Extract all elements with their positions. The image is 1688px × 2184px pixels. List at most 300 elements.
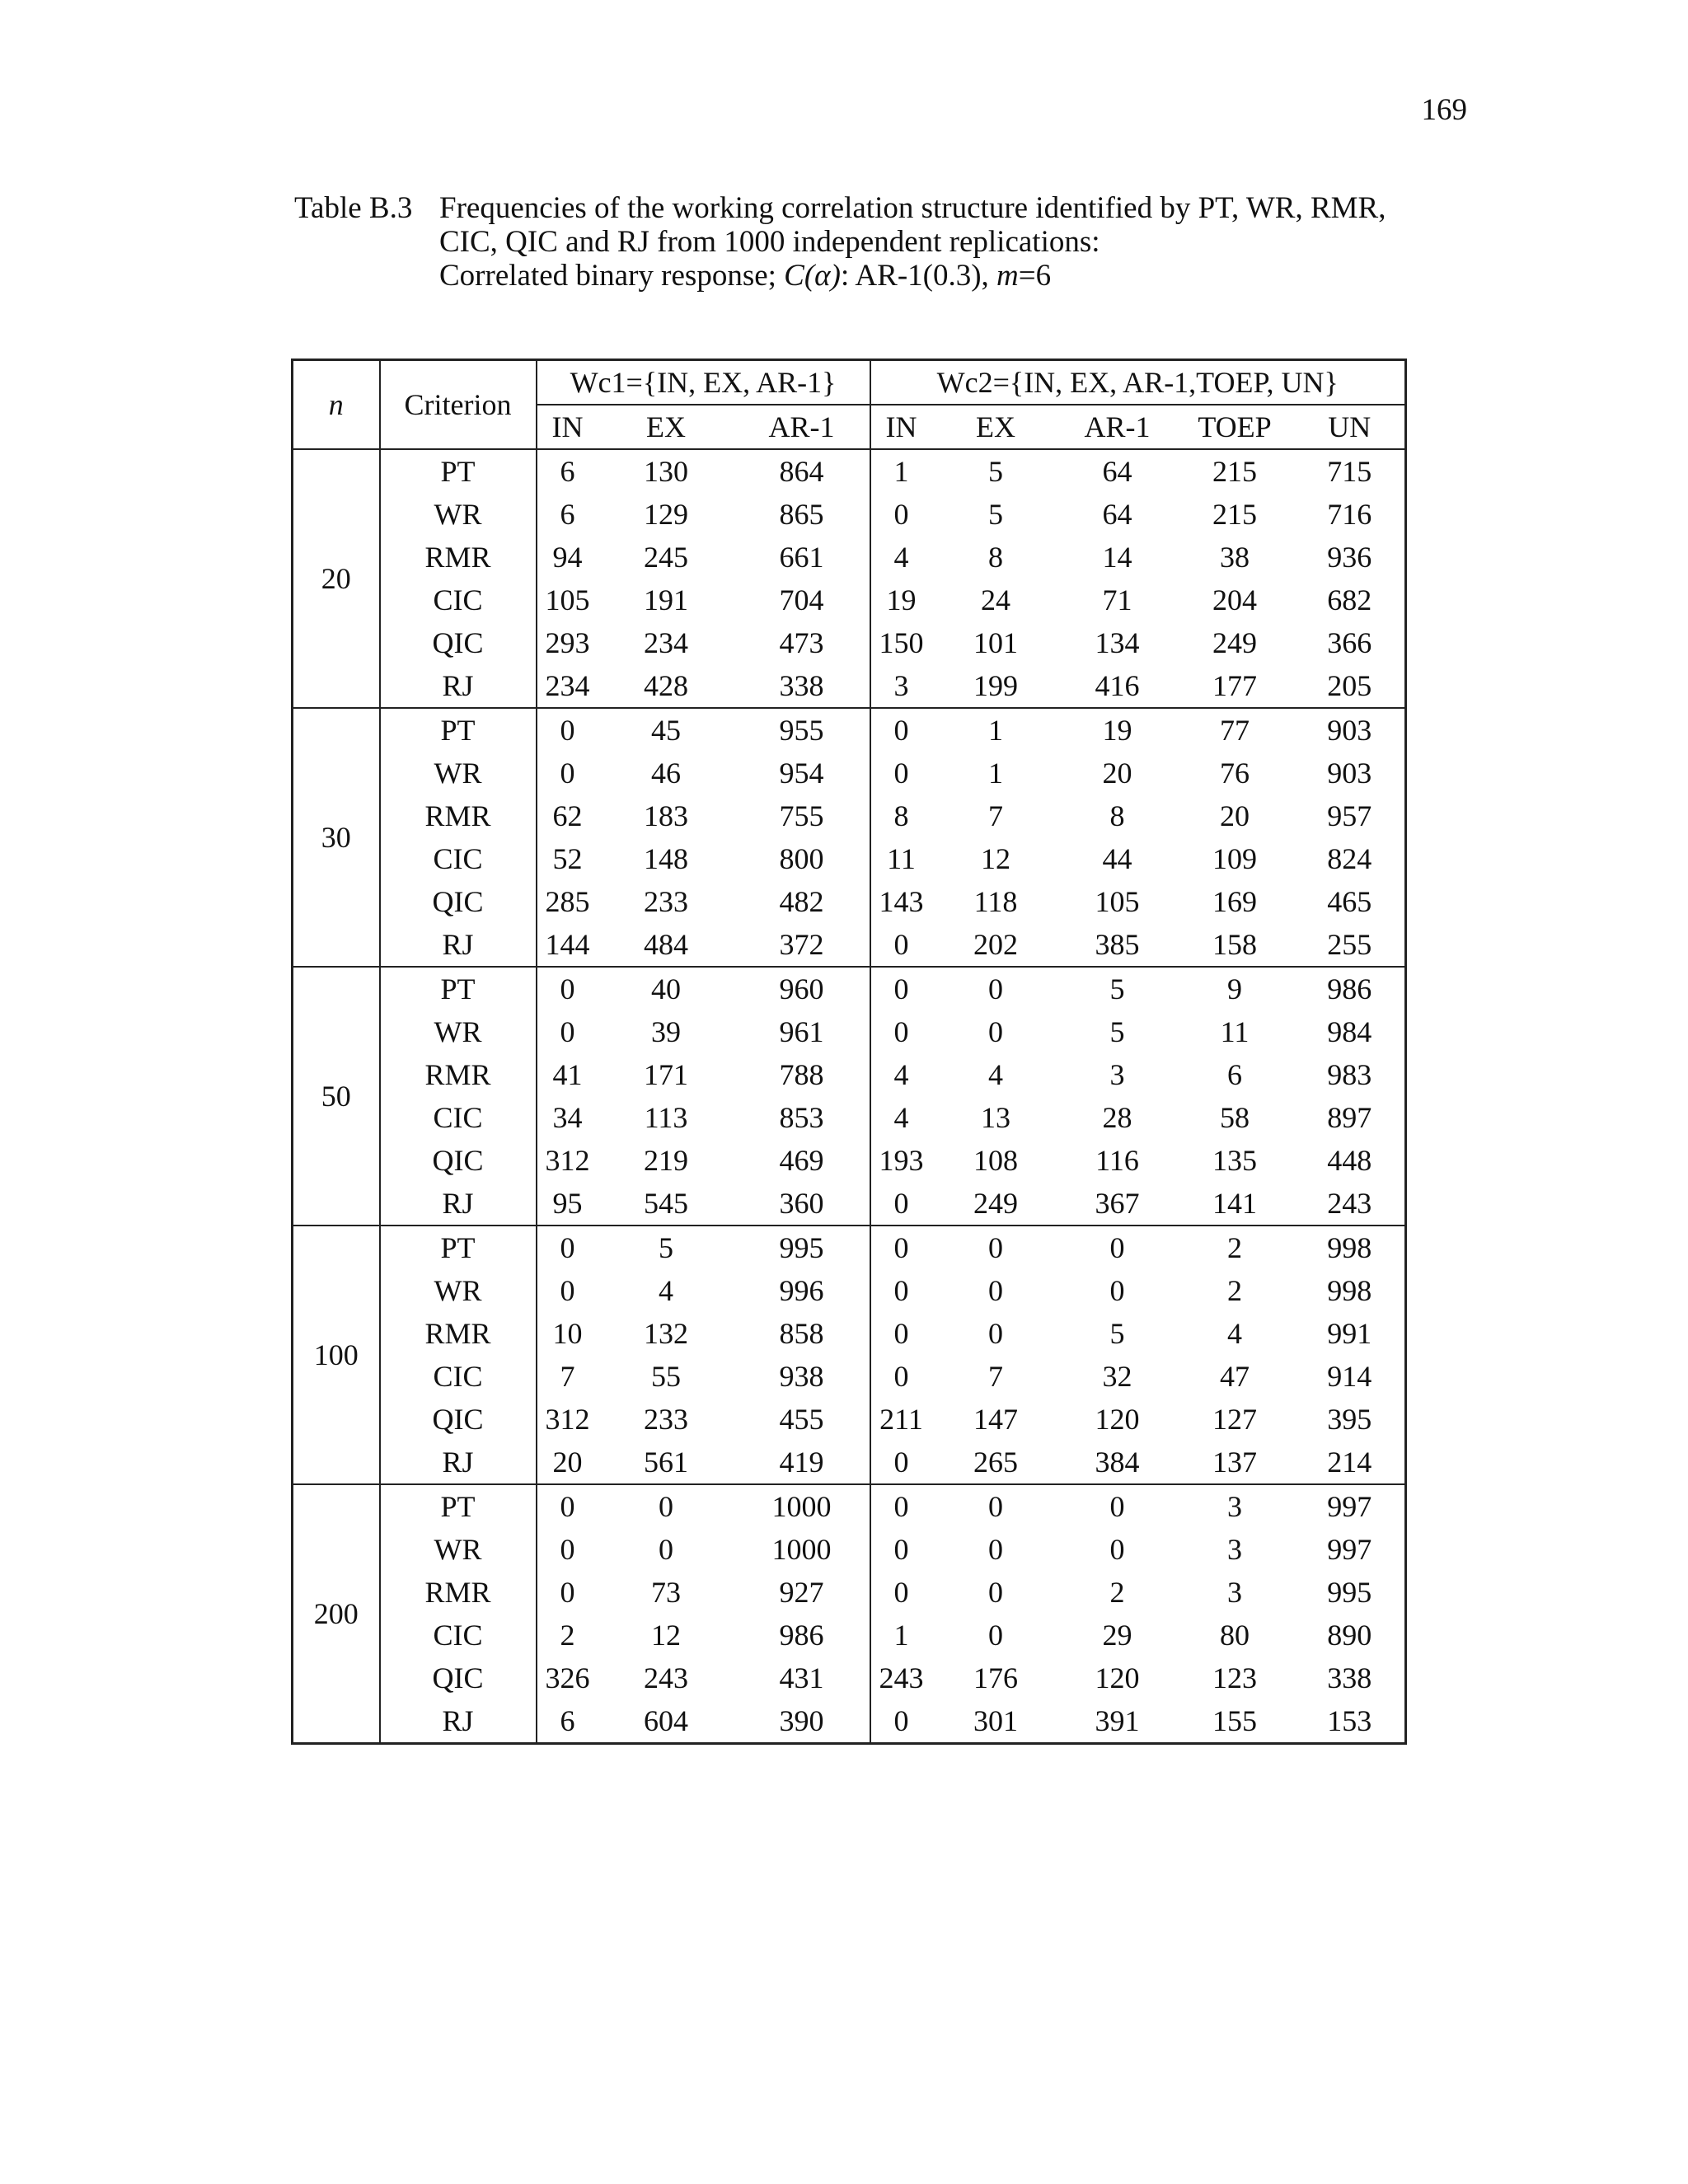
table-caption: [294, 191, 1489, 293]
table-row: [293, 664, 1406, 708]
wc2-cell: 338: [1295, 1657, 1406, 1699]
wc2-cell: 0: [988, 1317, 1003, 1350]
wc2-cell: 158: [1175, 923, 1295, 967]
wc2-cell: 11: [887, 842, 916, 875]
wc1-cell: 95: [537, 1182, 598, 1226]
wc2-cell: 120: [1095, 1403, 1140, 1436]
wc2-cell: 715: [1295, 449, 1406, 493]
wc1-cell: 20: [537, 1441, 598, 1484]
wc1-cell: 312: [545, 1144, 590, 1177]
wc1-cell: 45: [651, 714, 681, 747]
caption-line-3-prefix: Correlated binary response;: [439, 259, 785, 293]
wc2-cell: 19: [886, 583, 917, 616]
header-wc2: Wc2={IN, EX, AR-1,TOEP, UN}: [870, 360, 1406, 405]
table-row: [293, 621, 1406, 664]
wc1-cell: 853: [734, 1096, 870, 1139]
wc2-cell: 1: [893, 455, 909, 488]
table-row: [293, 923, 1406, 967]
page-number: 169: [1421, 93, 1467, 127]
wc2-cell: 301: [932, 1699, 1060, 1744]
wc2-cell: 137: [1175, 1441, 1295, 1484]
wc2-cell: 3: [1227, 1533, 1242, 1566]
wc1-cell: 927: [734, 1571, 870, 1614]
wc2-cell: 6: [1227, 1058, 1242, 1091]
wc2-cell: 143: [879, 885, 924, 918]
wc1-cell: 0: [560, 1576, 575, 1609]
table-row: [293, 1441, 1406, 1484]
caption-line-3: [294, 259, 1489, 293]
criterion-cell: QIC: [380, 1657, 537, 1699]
wc1-cell: 986: [734, 1614, 870, 1657]
wc2-cell: 416: [1060, 664, 1175, 708]
wc2-cell: 169: [1212, 885, 1257, 918]
wc2-cell: 465: [1295, 880, 1406, 923]
wc2-cell: 997: [1295, 1484, 1406, 1528]
wc2-cell: 28: [1102, 1101, 1132, 1134]
wc1-cell: 40: [651, 972, 681, 1005]
n-value: 200: [293, 1484, 380, 1744]
wc2-cell: 205: [1295, 664, 1406, 708]
criterion-cell: RMR: [380, 794, 537, 837]
wc2-cell: 0: [870, 923, 932, 967]
wc1-cell: 955: [734, 708, 870, 752]
wc1-cell: 0: [560, 714, 575, 747]
wc1-cell: 1000: [734, 1484, 870, 1528]
subheader-wc1-in: IN: [537, 405, 598, 449]
wc1-cell: 5: [659, 1231, 673, 1264]
wc2-cell: 108: [973, 1144, 1018, 1177]
wc1-cell: 12: [651, 1619, 681, 1652]
wc2-cell: 265: [932, 1441, 1060, 1484]
table-row: [293, 1657, 1406, 1699]
wc1-cell: 171: [644, 1058, 688, 1091]
wc1-cell: 800: [734, 837, 870, 880]
wc1-cell: 995: [734, 1226, 870, 1269]
criterion-cell: WR: [380, 1528, 537, 1571]
wc1-cell: 545: [598, 1182, 734, 1226]
wc2-cell: 20: [1220, 799, 1250, 832]
wc1-cell: 39: [651, 1015, 681, 1048]
criterion-cell: CIC: [380, 837, 537, 880]
table-row: [293, 1528, 1406, 1571]
wc2-cell: 24: [981, 583, 1010, 616]
wc2-cell: 903: [1295, 708, 1406, 752]
criterion-cell: CIC: [380, 579, 537, 621]
wc2-cell: 995: [1295, 1571, 1406, 1614]
wc2-cell: 155: [1175, 1699, 1295, 1744]
wc2-cell: 1: [988, 757, 1003, 790]
header-wc1: Wc1={IN, EX, AR-1}: [537, 360, 870, 405]
wc2-cell: 0: [988, 1231, 1003, 1264]
wc2-cell: 890: [1295, 1614, 1406, 1657]
wc2-cell: 3: [1109, 1058, 1125, 1091]
table-row: [293, 837, 1406, 880]
wc2-cell: 8: [988, 541, 1003, 574]
wc2-cell: 0: [870, 1182, 932, 1226]
wc1-cell: 105: [545, 583, 590, 616]
wc2-cell: 0: [870, 1699, 932, 1744]
wc1-cell: 1000: [734, 1528, 870, 1571]
wc2-cell: 147: [973, 1403, 1018, 1436]
criterion-cell: WR: [380, 493, 537, 536]
wc2-cell: 0: [988, 1619, 1003, 1652]
wc2-cell: 77: [1220, 714, 1250, 747]
wc2-cell: 8: [1109, 799, 1125, 832]
wc2-cell: 3: [870, 664, 932, 708]
wc2-cell: 0: [870, 1441, 932, 1484]
table-row: [293, 536, 1406, 579]
wc1-cell: 858: [734, 1312, 870, 1355]
wc2-cell: 38: [1220, 541, 1250, 574]
wc2-cell: 4: [893, 1058, 909, 1091]
wc1-cell: 419: [734, 1441, 870, 1484]
wc1-cell: 6: [560, 455, 575, 488]
wc2-cell: 141: [1175, 1182, 1295, 1226]
wc2-cell: 0: [988, 1576, 1003, 1609]
criterion-cell: RMR: [380, 536, 537, 579]
wc2-cell: 150: [879, 626, 924, 659]
table-row: [293, 1053, 1406, 1096]
wc1-cell: 755: [734, 794, 870, 837]
wc2-cell: 4: [988, 1058, 1003, 1091]
wc1-cell: 2: [560, 1619, 575, 1652]
header-criterion: Criterion: [380, 360, 537, 450]
criterion-cell: RJ: [380, 923, 537, 967]
table-row: [293, 880, 1406, 923]
wc2-cell: 14: [1102, 541, 1132, 574]
wc2-cell: 215: [1212, 498, 1257, 531]
wc2-cell: 118: [973, 885, 1018, 918]
wc2-cell: 983: [1295, 1053, 1406, 1096]
wc1-cell: 431: [734, 1657, 870, 1699]
wc1-cell: 41: [552, 1058, 583, 1091]
wc1-cell: 130: [644, 455, 688, 488]
wc2-cell: 998: [1295, 1226, 1406, 1269]
wc2-cell: 58: [1220, 1101, 1250, 1134]
wc2-cell: 4: [1227, 1317, 1242, 1350]
n-value: 30: [293, 708, 380, 967]
wc2-cell: 3: [1227, 1490, 1242, 1523]
wc2-cell: 0: [893, 1231, 909, 1264]
wc2-cell: 0: [893, 1015, 909, 1048]
wc1-cell: 46: [651, 757, 681, 790]
table-row: [293, 579, 1406, 621]
wc2-cell: 0: [1109, 1490, 1125, 1523]
caption-line-3-mid: : AR-1(0.3),: [840, 259, 997, 293]
criterion-cell: CIC: [380, 1355, 537, 1398]
table-row: [293, 1355, 1406, 1398]
wc1-cell: 372: [734, 923, 870, 967]
wc1-cell: 604: [598, 1699, 734, 1744]
wc1-cell: 113: [644, 1101, 688, 1134]
wc2-cell: 1: [893, 1619, 909, 1652]
caption-alpha-symbol: (α): [804, 259, 841, 293]
wc1-cell: 0: [659, 1533, 673, 1566]
wc2-cell: 29: [1102, 1619, 1132, 1652]
wc2-cell: 716: [1295, 493, 1406, 536]
wc2-cell: 105: [1095, 885, 1140, 918]
wc2-cell: 0: [893, 757, 909, 790]
wc2-cell: 127: [1212, 1403, 1257, 1436]
wc1-cell: 0: [560, 1490, 575, 1523]
criterion-cell: PT: [380, 967, 537, 1010]
wc2-cell: 0: [988, 1274, 1003, 1307]
wc1-cell: 285: [545, 885, 590, 918]
wc2-cell: 9: [1227, 972, 1242, 1005]
wc2-cell: 5: [1109, 972, 1125, 1005]
wc2-cell: 391: [1060, 1699, 1175, 1744]
wc2-cell: 176: [973, 1661, 1018, 1694]
wc2-cell: 123: [1212, 1661, 1257, 1694]
wc2-cell: 211: [879, 1403, 923, 1436]
wc2-cell: 249: [932, 1182, 1060, 1226]
wc1-cell: 312: [545, 1403, 590, 1436]
wc2-cell: 13: [981, 1101, 1010, 1134]
wc1-cell: 191: [644, 583, 688, 616]
criterion-cell: QIC: [380, 880, 537, 923]
wc2-cell: 134: [1095, 626, 1140, 659]
wc1-cell: 52: [552, 842, 583, 875]
table-row: [293, 1484, 1406, 1528]
wc2-cell: 957: [1295, 794, 1406, 837]
wc1-cell: 0: [659, 1490, 673, 1523]
criterion-cell: QIC: [380, 1139, 537, 1182]
wc2-cell: 3: [1227, 1576, 1242, 1609]
wc2-cell: 984: [1295, 1010, 1406, 1053]
wc1-cell: 234: [644, 626, 688, 659]
n-value: 100: [293, 1226, 380, 1484]
subheader-wc1-ar-1: AR-1: [734, 405, 870, 449]
subheader-wc2-toep: TOEP: [1175, 405, 1295, 449]
frequency-table: [291, 359, 1407, 1745]
wc2-cell: 71: [1102, 583, 1132, 616]
wc1-cell: 864: [734, 449, 870, 493]
wc2-cell: 385: [1060, 923, 1175, 967]
wc2-cell: 2: [1109, 1576, 1125, 1609]
wc2-cell: 682: [1295, 579, 1406, 621]
criterion-cell: PT: [380, 1484, 537, 1528]
wc1-cell: 865: [734, 493, 870, 536]
wc2-cell: 215: [1212, 455, 1257, 488]
wc2-cell: 0: [893, 1274, 909, 1307]
wc2-cell: 12: [981, 842, 1010, 875]
wc2-cell: 0: [1109, 1231, 1125, 1264]
wc2-cell: 0: [893, 714, 909, 747]
wc1-cell: 455: [734, 1398, 870, 1441]
wc1-cell: 0: [560, 1231, 575, 1264]
criterion-cell: RJ: [380, 1182, 537, 1226]
wc1-cell: 938: [734, 1355, 870, 1398]
wc2-cell: 20: [1102, 757, 1132, 790]
wc1-cell: 10: [552, 1317, 583, 1350]
wc2-cell: 998: [1295, 1269, 1406, 1312]
wc2-cell: 0: [893, 1490, 909, 1523]
criterion-cell: PT: [380, 708, 537, 752]
wc2-cell: 116: [1095, 1144, 1139, 1177]
wc2-cell: 4: [893, 541, 909, 574]
wc2-cell: 32: [1102, 1360, 1132, 1393]
table-row: [293, 752, 1406, 794]
criterion-cell: RJ: [380, 1699, 537, 1744]
subheader-wc2-ex: EX: [932, 405, 1060, 449]
wc2-cell: 109: [1212, 842, 1257, 875]
wc1-cell: 0: [560, 757, 575, 790]
wc2-cell: 4: [893, 1101, 909, 1134]
header-n: n: [293, 360, 380, 450]
wc2-cell: 243: [879, 1661, 924, 1694]
wc2-cell: 5: [1109, 1015, 1125, 1048]
wc1-cell: 233: [644, 885, 688, 918]
wc1-cell: 293: [545, 626, 590, 659]
wc1-cell: 561: [598, 1441, 734, 1484]
wc1-cell: 4: [659, 1274, 673, 1307]
wc2-cell: 1: [988, 714, 1003, 747]
wc2-cell: 177: [1175, 664, 1295, 708]
wc2-cell: 76: [1220, 757, 1250, 790]
wc2-cell: 7: [988, 1360, 1003, 1393]
wc2-cell: 991: [1295, 1312, 1406, 1355]
wc2-cell: 2: [1227, 1231, 1242, 1264]
criterion-cell: RMR: [380, 1571, 537, 1614]
caption-line-2: CIC, QIC and RJ from 1000 independent replications:: [439, 225, 1100, 259]
wc1-cell: 954: [734, 752, 870, 794]
wc1-cell: 338: [734, 664, 870, 708]
table-row: [293, 1699, 1406, 1744]
wc2-cell: 7: [988, 799, 1003, 832]
wc2-cell: 366: [1295, 621, 1406, 664]
wc2-cell: 0: [893, 972, 909, 1005]
wc2-cell: 199: [932, 664, 1060, 708]
wc1-cell: 428: [598, 664, 734, 708]
wc1-cell: 55: [651, 1360, 681, 1393]
wc2-cell: 367: [1060, 1182, 1175, 1226]
subheader-wc2-un: UN: [1295, 405, 1406, 449]
wc1-cell: 0: [560, 972, 575, 1005]
wc2-cell: 903: [1295, 752, 1406, 794]
criterion-cell: WR: [380, 752, 537, 794]
caption-line-1: Frequencies of the working correlation structure identified by PT, WR, RMR,: [439, 191, 1386, 225]
wc2-cell: 214: [1295, 1441, 1406, 1484]
wc1-cell: 469: [734, 1139, 870, 1182]
wc2-cell: 193: [879, 1144, 924, 1177]
wc1-cell: 788: [734, 1053, 870, 1096]
wc1-cell: 94: [552, 541, 583, 574]
wc2-cell: 986: [1295, 967, 1406, 1010]
wc2-cell: 824: [1295, 837, 1406, 880]
criterion-cell: RJ: [380, 664, 537, 708]
table-row: [293, 1096, 1406, 1139]
wc1-cell: 183: [644, 799, 688, 832]
wc1-cell: 484: [598, 923, 734, 967]
wc2-cell: 5: [988, 498, 1003, 531]
wc1-cell: 6: [560, 498, 575, 531]
wc1-cell: 132: [644, 1317, 688, 1350]
wc1-cell: 233: [644, 1403, 688, 1436]
table-row: [293, 1398, 1406, 1441]
criterion-cell: PT: [380, 1226, 537, 1269]
wc2-cell: 0: [893, 1317, 909, 1350]
wc2-cell: 120: [1095, 1661, 1140, 1694]
wc2-cell: 19: [1102, 714, 1132, 747]
wc2-cell: 243: [1295, 1182, 1406, 1226]
criterion-cell: CIC: [380, 1614, 537, 1657]
wc1-cell: 996: [734, 1269, 870, 1312]
caption-line-3-suffix: =6: [1018, 259, 1052, 293]
wc1-cell: 473: [734, 621, 870, 664]
subheader-wc2-ar-1: AR-1: [1060, 405, 1175, 449]
wc1-cell: 6: [537, 1699, 598, 1744]
table-row: [293, 1571, 1406, 1614]
wc1-cell: 0: [560, 1533, 575, 1566]
wc1-cell: 960: [734, 967, 870, 1010]
wc2-cell: 0: [988, 1490, 1003, 1523]
wc1-cell: 482: [734, 880, 870, 923]
table-row: [293, 708, 1406, 752]
criterion-cell: PT: [380, 449, 537, 493]
wc2-cell: 11: [1220, 1015, 1250, 1048]
wc1-cell: 234: [537, 664, 598, 708]
wc2-cell: 8: [893, 799, 909, 832]
wc1-cell: 7: [560, 1360, 575, 1393]
wc1-cell: 390: [734, 1699, 870, 1744]
wc2-cell: 47: [1220, 1360, 1250, 1393]
criterion-cell: WR: [380, 1010, 537, 1053]
wc2-cell: 997: [1295, 1528, 1406, 1571]
table-row: [293, 1139, 1406, 1182]
wc1-cell: 245: [644, 541, 688, 574]
wc2-cell: 153: [1295, 1699, 1406, 1744]
wc1-cell: 144: [537, 923, 598, 967]
criterion-cell: WR: [380, 1269, 537, 1312]
wc2-cell: 0: [893, 1533, 909, 1566]
wc1-cell: 661: [734, 536, 870, 579]
criterion-cell: RMR: [380, 1312, 537, 1355]
criterion-cell: QIC: [380, 621, 537, 664]
table-row: [293, 967, 1406, 1010]
wc1-cell: 129: [644, 498, 688, 531]
wc2-cell: 101: [973, 626, 1018, 659]
wc2-cell: 0: [988, 1533, 1003, 1566]
wc2-cell: 5: [1109, 1317, 1125, 1350]
wc2-cell: 0: [893, 1360, 909, 1393]
wc2-cell: 0: [988, 1015, 1003, 1048]
wc2-cell: 2: [1227, 1274, 1242, 1307]
wc1-cell: 62: [552, 799, 583, 832]
wc1-cell: 961: [734, 1010, 870, 1053]
wc1-cell: 243: [644, 1661, 688, 1694]
wc2-cell: 0: [893, 498, 909, 531]
criterion-cell: RJ: [380, 1441, 537, 1484]
subheader-wc2-in: IN: [870, 405, 932, 449]
n-value: 50: [293, 967, 380, 1226]
table-row: [293, 1182, 1406, 1226]
wc2-cell: 0: [893, 1576, 909, 1609]
table-row: [293, 1312, 1406, 1355]
table-row: [293, 1226, 1406, 1269]
wc2-cell: 64: [1102, 498, 1132, 531]
wc2-cell: 448: [1295, 1139, 1406, 1182]
subheader-wc1-ex: EX: [598, 405, 734, 449]
caption-m-symbol: m: [996, 259, 1019, 293]
wc2-cell: 395: [1295, 1398, 1406, 1441]
wc2-cell: 44: [1102, 842, 1132, 875]
wc2-cell: 0: [1109, 1533, 1125, 1566]
criterion-cell: CIC: [380, 1096, 537, 1139]
table-row: [293, 493, 1406, 536]
table-row: [293, 1010, 1406, 1053]
wc1-cell: 219: [644, 1144, 688, 1177]
wc2-cell: 204: [1212, 583, 1257, 616]
